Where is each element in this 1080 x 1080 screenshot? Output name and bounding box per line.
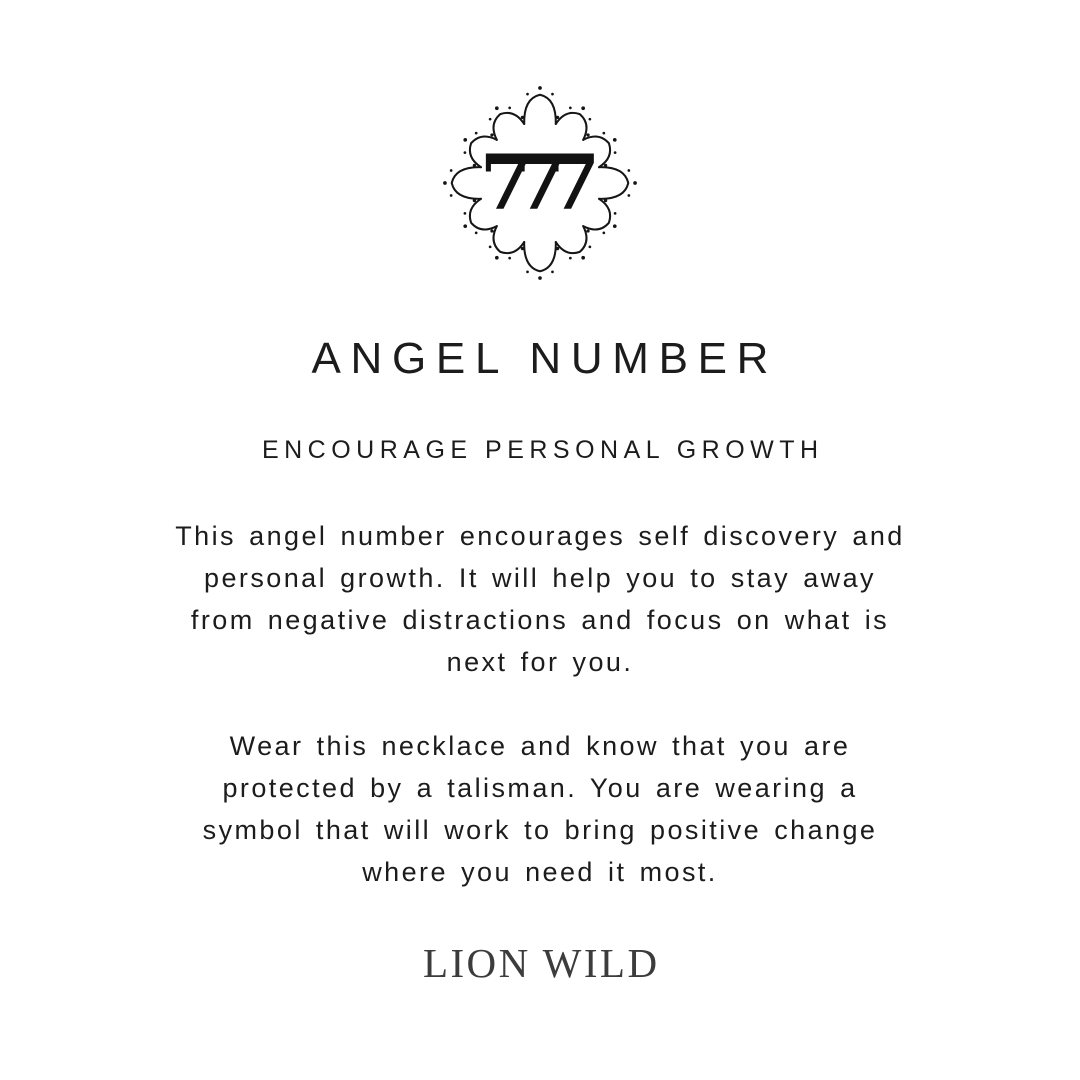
emblem-number: 777: [479, 138, 601, 228]
paragraph-meaning: [175, 515, 904, 683]
page-title: ANGEL NUMBER: [311, 334, 779, 383]
paragraph-line: Wear this necklace and know that you are: [229, 731, 851, 761]
paragraph-line: next for you.: [446, 647, 634, 677]
brand-logo: LION WILD: [422, 940, 660, 986]
paragraph-line: symbol that will work to bring positive change: [202, 815, 878, 845]
paragraph-line: personal growth. It will help you to stay away: [204, 563, 876, 593]
page-subtitle: ENCOURAGE PERSONAL GROWTH: [261, 436, 824, 464]
lotus-mandala-icon: [442, 86, 638, 280]
paragraph-necklace: [203, 725, 878, 893]
paragraph-line: This angel number encourages self discovery and: [175, 521, 905, 551]
paragraph-line: from negative distractions and focus on what is: [190, 605, 890, 635]
paragraph-line: protected by a talisman. You are wearing a: [222, 773, 858, 803]
paragraph-line: where you need it most.: [362, 857, 718, 887]
